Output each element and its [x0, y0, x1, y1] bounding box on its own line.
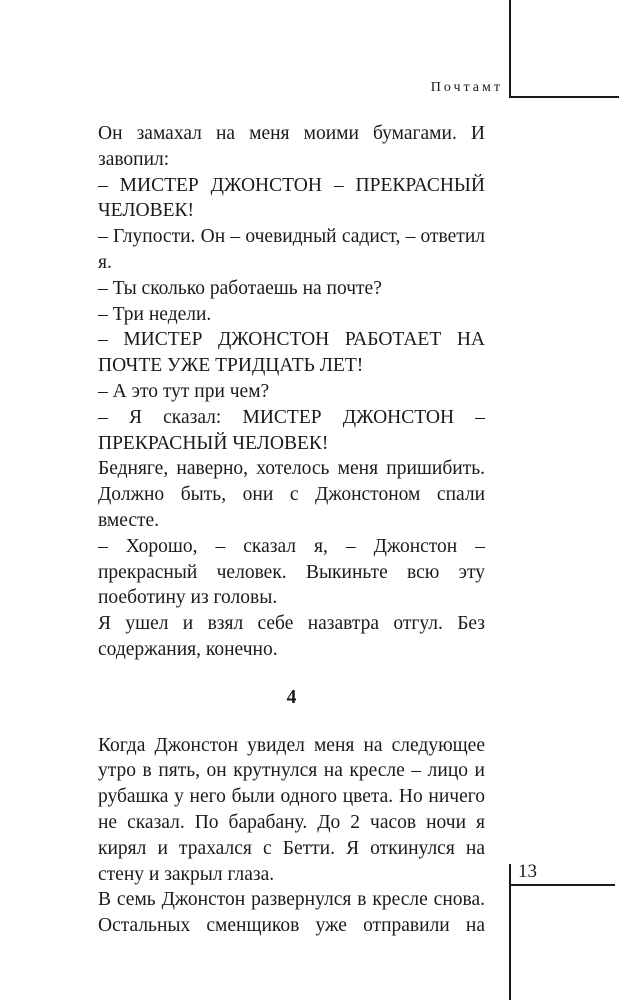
paragraph: – Хорошо, – сказал я, – Джонстон – прекрасный человек. Выкиньте всю эту поеботину из головы.	[98, 535, 485, 609]
paragraph: – А это тут при чем?	[98, 380, 270, 402]
paragraph: – МИСТЕР ДЖОНСТОН – ПРЕКРАСНЫЙ ЧЕЛОВЕК!	[98, 174, 485, 222]
paragraph: – Глупости. Он – очевидный садист, – ответил я.	[98, 226, 485, 273]
paragraph: Я ушел и взял себе назавтра отгул. Без содержания, конечно.	[98, 613, 485, 660]
paragraph: – Ты сколько работаешь на почте?	[98, 277, 382, 299]
paragraph: – МИСТЕР ДЖОНСТОН РАБОТАЕТ НА ПОЧТЕ УЖЕ ТРИДЦАТЬ ЛЕТ!	[98, 329, 485, 377]
folio-rule	[511, 884, 615, 886]
body-text	[98, 121, 485, 939]
paragraph: – Три недели.	[98, 303, 212, 325]
chapter-number: 4	[286, 686, 297, 708]
paragraph: В семь Джонстон развернулся в кресле снова. Остальных сменщиков уже отправили на	[98, 889, 485, 937]
top-vertical-rule	[509, 0, 511, 98]
header-rule	[511, 96, 619, 98]
running-title: Почтамт	[430, 80, 503, 95]
paragraph: Он замахал на меня моими бумагами. И завопил:	[98, 123, 485, 170]
page-number: 13	[518, 861, 537, 882]
paragraph: Когда Джонстон увидел меня на следующее утро в пять, он крутнулся на кресле – лицо и рубашка у него были одного цвета. Но ничего не сказал. По барабану. До 2 часов ночи я кирял и трахался с Бетти. Я откинулся на стену и закрыл глаза.	[98, 734, 485, 885]
paragraph: Бедняге, наверно, хотелось меня пришибить. Должно быть, они с Джонстоном спали вместе.	[98, 458, 485, 531]
paragraph: – Я сказал: МИСТЕР ДЖОНСТОН – ПРЕКРАСНЫЙ ЧЕЛОВЕК!	[98, 406, 485, 454]
